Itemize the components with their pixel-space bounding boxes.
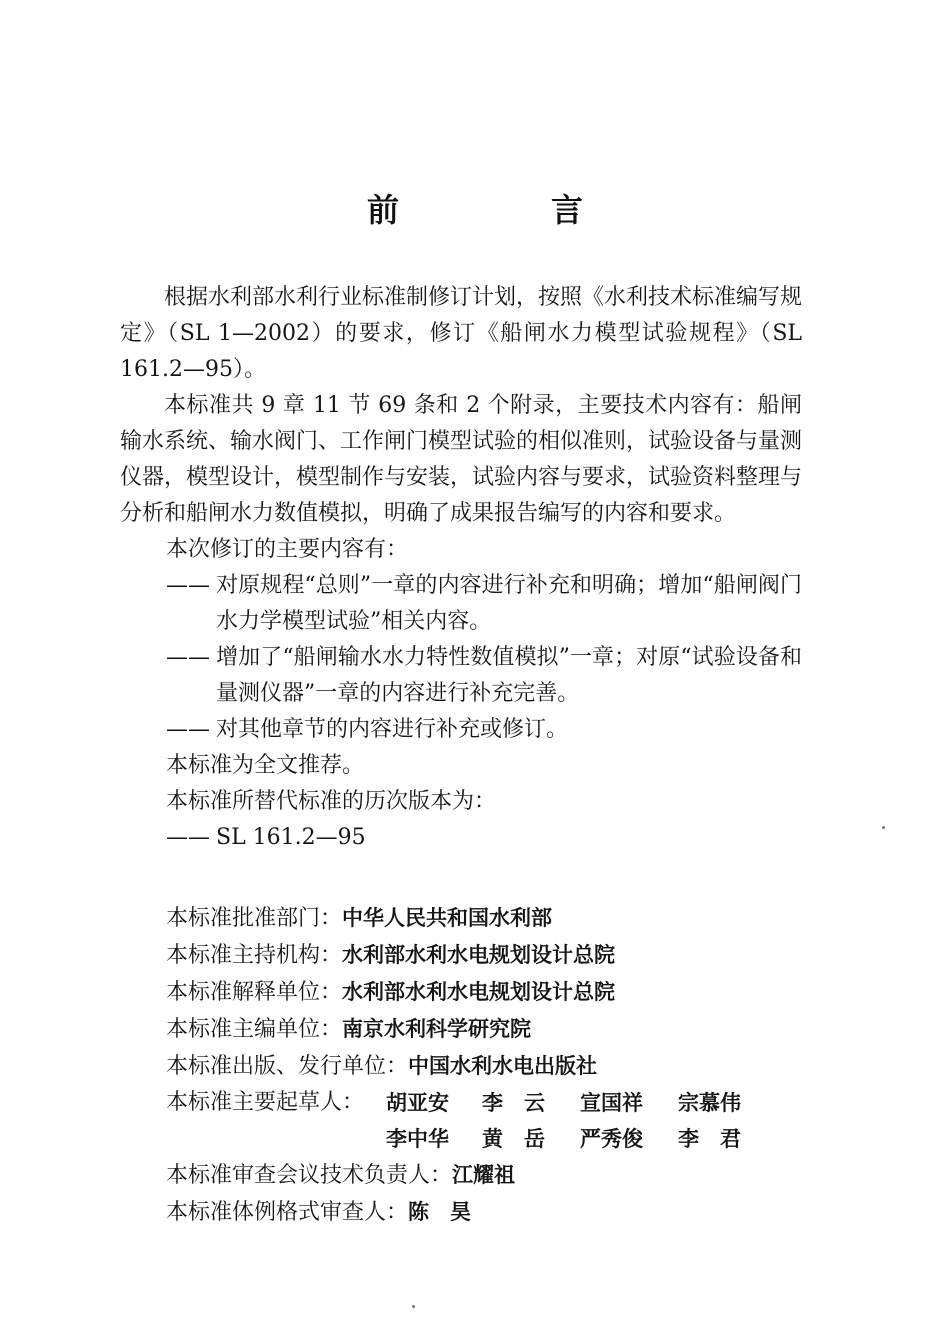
info-value: 水利部水利水电规划设计总院 [342, 943, 616, 967]
drafter-name: 李 云 [482, 1091, 545, 1115]
info-publisher [166, 1048, 806, 1085]
drafter-name: 严秀俊 [580, 1127, 643, 1151]
info-value: 陈 昊 [408, 1200, 472, 1224]
paragraph-basis: 根据水利部水利行业标准制修订计划，按照《水利技术标准编写规定》（SL 1—2002）的要求，修订《船闸水力模型试验规程》（SL 161.2—95）。 [120, 285, 803, 382]
info-interpretation [166, 974, 806, 1011]
scan-speck [882, 826, 885, 829]
drafter-name: 宗慕伟 [678, 1091, 741, 1115]
replaced-version: SL 161.2—95 [216, 825, 366, 850]
info-value: 江耀祖 [452, 1163, 516, 1187]
revision-text: 增加了“船闸输水水力特性数值模拟”一章；对原“试验设备和量测仪器”一章的内容进行补充完善。 [216, 645, 802, 706]
dash-mark: —— [166, 825, 210, 850]
info-label: 本标准主编单位： [166, 1017, 343, 1042]
revision-text: 对原规程“总则”一章的内容进行补充和明确；增加“船闸阀门水力学模型试验”相关内容。 [216, 573, 802, 634]
replaced-intro: 本标准所替代标准的历次版本为： [166, 789, 497, 814]
info-value: 水利部水利水电规划设计总院 [342, 980, 616, 1004]
info-label: 本标准审查会议技术负责人： [166, 1163, 453, 1188]
info-review-lead [166, 1157, 806, 1194]
info-value: 中华人民共和国水利部 [342, 906, 553, 930]
foreword-body [120, 280, 802, 856]
replaced-version-item [120, 820, 802, 856]
info-value: 中国水利水电出版社 [408, 1054, 598, 1078]
info-drafters-row-1 [166, 1085, 806, 1121]
dash-mark: —— [166, 645, 210, 670]
drafter-name: 黄 岳 [482, 1127, 545, 1151]
info-approval [166, 900, 806, 937]
info-chief-editor [166, 1011, 806, 1048]
revision-text: 对其他章节的内容进行补充或修订。 [216, 717, 569, 742]
info-label: 本标准体例格式审查人： [166, 1200, 409, 1225]
recommendation-text: 本标准为全文推荐。 [166, 753, 365, 778]
info-label: 本标准批准部门： [166, 906, 343, 931]
dash-mark: —— [166, 717, 210, 742]
revision-item [120, 568, 802, 640]
info-label: 本标准解释单位： [166, 980, 343, 1005]
revision-item [120, 640, 802, 712]
info-value: 南京水利科学研究院 [342, 1017, 532, 1041]
info-label: 本标准主要起草人： [166, 1090, 365, 1115]
info-label: 本标准主持机构： [166, 943, 343, 968]
drafter-name: 胡亚安 [386, 1091, 449, 1115]
dash-mark: —— [166, 573, 210, 598]
page-title: 前 言 [366, 191, 643, 229]
drafter-name: 李中华 [386, 1127, 449, 1151]
paragraph-content: 本标准共 9 章 11 节 69 条和 2 个附录，主要技术内容有：船闸输水系统、输水阀门、工作闸门模型试验的相似准则，试验设备与量测仪器，模型设计，模型制作与安装，试验内容与要求，试验资料整理与分析和船闸水力数值模拟，明确了成果报告编写的内容和要求。 [120, 393, 803, 526]
revision-intro: 本次修订的主要内容有： [166, 537, 409, 562]
info-label: 本标准出版、发行单位： [166, 1054, 409, 1079]
drafter-name: 宣国祥 [580, 1091, 643, 1115]
info-drafters-row-2 [166, 1121, 806, 1157]
info-format-reviewer [166, 1194, 806, 1231]
info-host [166, 937, 806, 974]
drafter-name: 李 君 [678, 1127, 741, 1151]
revision-item [120, 712, 802, 748]
scan-speck [412, 1305, 415, 1308]
standard-info [166, 900, 806, 1231]
